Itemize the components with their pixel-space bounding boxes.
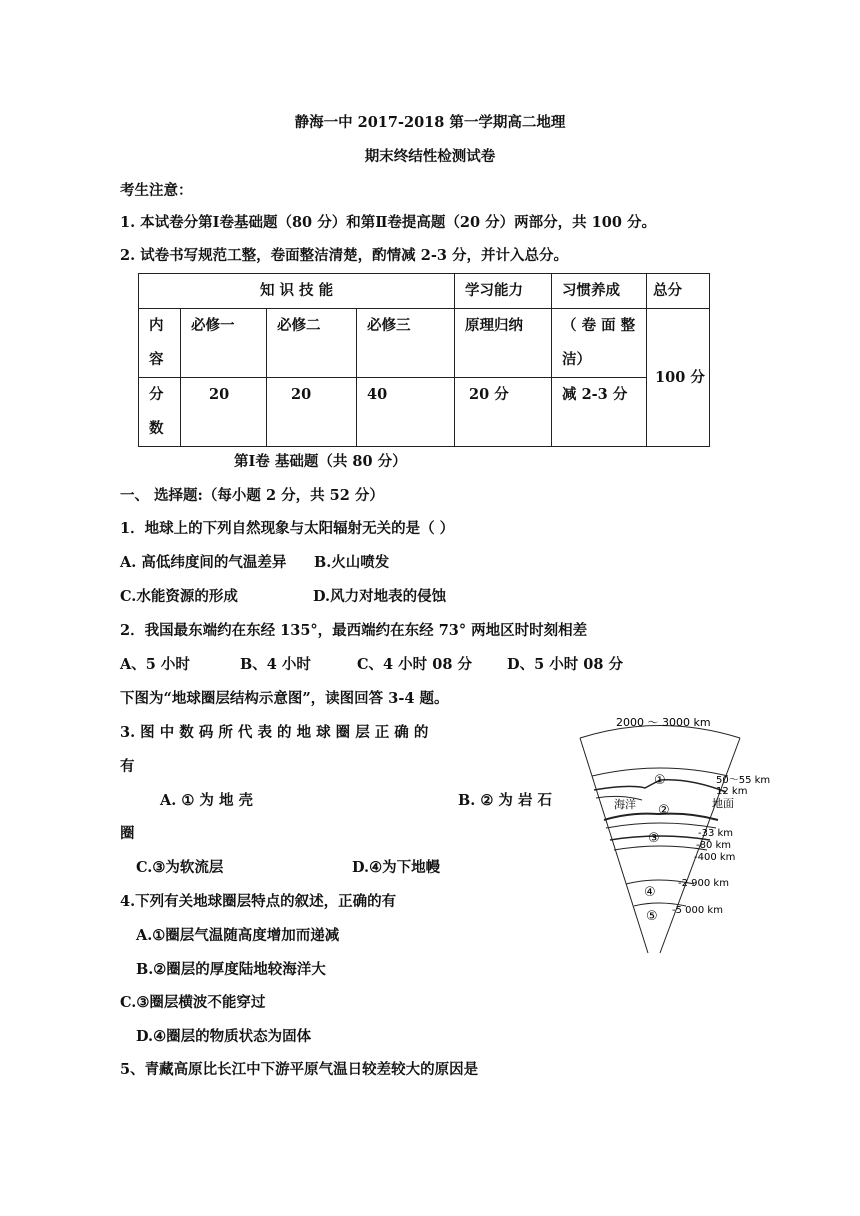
- q4-option-c: C.③圈层横波不能穿过: [120, 994, 266, 1011]
- depth-label-33: -33 km: [698, 828, 734, 839]
- score-habit: 减 2-3 分: [552, 378, 647, 447]
- q2-option-d: D、5 小时 08 分: [507, 656, 623, 673]
- q4-option-a: A.①圈层气温随高度增加而递减: [136, 927, 340, 944]
- part1-title: 第Ⅰ卷 基础题（共 80 分）: [234, 453, 407, 470]
- q2-stem: 2．我国最东端约在东经 135°，最西端约在东经 73° 两地区时时刻相差: [120, 622, 588, 639]
- score-principle: 20 分: [455, 378, 552, 447]
- score-label: 分 数: [139, 378, 181, 447]
- compulsory-3: 必修三: [357, 309, 455, 378]
- asthenosphere-bottom: [614, 846, 707, 850]
- layer-1-label: ①: [654, 773, 666, 788]
- habit-header: 习惯养成: [552, 274, 647, 309]
- depth-label-400: -400 km: [694, 852, 736, 863]
- ground-label: 地面: [712, 797, 734, 810]
- q4-option-d: D.④圈层的物质状态为固体: [136, 1028, 312, 1045]
- exam-title: 静海一中 2017-2018 第一学期高二地理: [294, 114, 566, 131]
- left-edge: [580, 738, 648, 953]
- q3-option-d: D.④为下地幔: [352, 859, 441, 876]
- q4-option-b: B.②圈层的厚度陆地较海洋大: [136, 961, 326, 978]
- diagram-top-label: 2000 ～ 3000 km: [616, 716, 711, 729]
- q1-option-b: B.火山喷发: [314, 554, 390, 571]
- knowledge-header: 知 识 技 能: [139, 274, 455, 309]
- q3-option-a: A. ① 为 地 壳: [160, 792, 253, 809]
- q2-option-c: C、4 小时 08 分: [357, 656, 472, 673]
- compulsory-1: 必修一: [181, 309, 267, 378]
- ocean-label: 海洋: [614, 798, 636, 811]
- notice-item-2: 2. 试卷书写规范工整，卷面整洁清楚，酌情减 2-3 分，并计入总分。: [120, 247, 568, 264]
- depth-label-80: -80 km: [696, 840, 732, 851]
- q1-stem: 1．地球上的下列自然现象与太阳辐射无关的是（ ）: [120, 520, 455, 537]
- depth-label-12: 12 km: [716, 786, 748, 797]
- earth-structure-diagram: [570, 708, 800, 968]
- q3-option-b-cont: 圈: [120, 825, 135, 842]
- score-compulsory-1: 20: [181, 378, 267, 447]
- section1-title: 一、 选择题:（每小题 2 分，共 52 分）: [120, 487, 384, 504]
- asthenosphere-top: [610, 836, 710, 840]
- q1-option-d: D.风力对地表的侵蚀: [313, 588, 447, 605]
- depth-label-5000: -5 000 km: [672, 905, 723, 916]
- q4-stem: 4.下列有关地球圈层特点的叙述，正确的有: [120, 893, 397, 910]
- q2-option-a: A、5 小时: [120, 656, 190, 673]
- q5-stem: 5、青藏高原比长江中下游平原气温日较差较大的原因是: [120, 1061, 479, 1078]
- layer-5-label: ⑤: [646, 909, 658, 924]
- q2-option-b: B、4 小时: [240, 656, 311, 673]
- layer-4-label: ④: [644, 885, 656, 900]
- compulsory-2: 必修二: [267, 309, 357, 378]
- total-header: 总分: [647, 274, 710, 309]
- intro-3-4: 下图为“地球圈层结构示意图”，读图回答 3-4 题。: [120, 690, 449, 707]
- q1-option-a: A. 高低纬度间的气温差异: [120, 554, 287, 571]
- score-compulsory-2: 20: [267, 378, 357, 447]
- q1-option-c: C.水能资源的形成: [120, 588, 238, 605]
- notice-item-1: 1. 本试卷分第Ⅰ卷基础题（80 分）和第Ⅱ卷提高题（20 分）两部分，共 100 分。: [120, 214, 657, 231]
- score-table: [138, 273, 710, 447]
- total-score: 100 分: [647, 309, 710, 447]
- layer-2-label: ②: [658, 803, 670, 818]
- habit-content: （ 卷 面 整 洁）: [552, 309, 647, 378]
- exam-subtitle: 期末终结性检测试卷: [364, 148, 496, 165]
- principle-content: 原理归纳: [455, 309, 552, 378]
- q3-stem-cont: 有: [120, 758, 135, 775]
- notice-heading: 考生注意：: [120, 182, 193, 199]
- q3-option-c: C.③为软流层: [136, 859, 224, 876]
- content-label: 内 容: [139, 309, 181, 378]
- score-compulsory-3: 40: [357, 378, 455, 447]
- learning-header: 学习能力: [455, 274, 552, 309]
- layer-3-label: ③: [648, 831, 660, 846]
- depth-label-2900: -2 900 km: [678, 878, 729, 889]
- depth-label-50-55: 50～55 km: [716, 775, 771, 786]
- q3-option-b: B. ② 为 岩 石: [458, 792, 552, 809]
- q3-stem: 3. 图 中 数 码 所 代 表 的 地 球 圈 层 正 确 的: [120, 724, 429, 741]
